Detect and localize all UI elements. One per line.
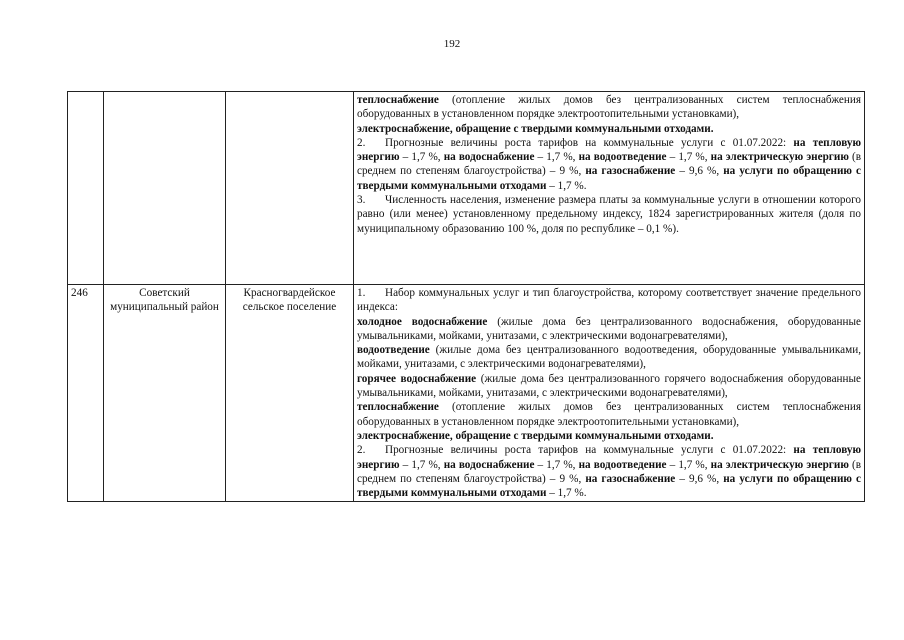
bold-text: на услуги по обращению с твердыми коммунальными отходами	[357, 165, 861, 192]
list-number: 2.	[357, 444, 366, 457]
row-number-cell: 246	[68, 285, 104, 502]
bold-text: на электрическую энергию	[710, 151, 849, 164]
text-run: – 1,7 %.	[546, 179, 587, 192]
bold-text: водоотведение	[357, 344, 430, 357]
text-run: Прогнозные величины роста тарифов на коммунальные услуги с 01.07.2022:	[385, 136, 794, 149]
text-run: (отопление жилых домов без централизованных систем теплоснабжения оборудованных в установленном порядке электроотопительными установками),	[357, 94, 861, 121]
list-number: 3.	[357, 194, 366, 207]
text-run: – 1,7 %,	[534, 458, 579, 471]
bold-text: на тепловую энергию	[357, 136, 862, 164]
text-run: Набор коммунальных услуг и тип благоустройства, которому соответствует значение предельного индекса:	[357, 287, 861, 314]
text-run: – 1,7 %,	[534, 151, 579, 164]
bold-text: на водоотведение	[578, 458, 667, 471]
table-row	[68, 285, 865, 502]
list-number: 2.	[357, 136, 366, 149]
description-paragraph	[357, 343, 861, 372]
settlement-cell: Красногвардейское сельское поселение	[226, 285, 354, 502]
text-run: Численность населения, изменение размера платы за коммунальные услуги в отношении которого равно (или менее) установленному предельному индексу, 1824 зарегистрированных жителя (доля по муниципальному образованию 100 %, доля по республике – 0,1 %).	[357, 194, 861, 235]
description-paragraph	[357, 372, 861, 401]
text-run: Прогнозные величины роста тарифов на коммунальные услуги с 01.07.2022:	[385, 444, 794, 457]
description-paragraph	[357, 136, 861, 193]
text-run: – 1,7 %,	[666, 151, 711, 164]
bold-text: электроснабжение, обращение с твердыми коммунальными отходами.	[357, 122, 714, 135]
district-cell: Советский муниципальный район	[104, 285, 226, 502]
description-paragraph	[357, 429, 861, 443]
district-cell	[104, 92, 226, 285]
page-number: 192	[443, 38, 461, 50]
bold-text: теплоснабжение	[357, 94, 439, 106]
bold-text: на водоснабжение	[443, 151, 535, 164]
description-paragraph	[357, 286, 861, 315]
text-run: – 1,7 %,	[399, 458, 444, 471]
bold-text: теплоснабжение	[357, 401, 439, 414]
text-run: (в среднем по степеням благоустройства) – 9 %,	[357, 458, 861, 485]
row-number-cell	[68, 92, 104, 285]
text-run: – 1,7 %.	[546, 487, 587, 500]
text-run: – 9,6 %,	[675, 165, 724, 178]
description-cell	[354, 285, 865, 502]
text-run: (в среднем по степеням благоустройства) – 9 %,	[357, 151, 861, 178]
settlement-cell	[226, 92, 354, 285]
list-number: 1.	[357, 287, 366, 299]
bold-text: на услуги по обращению с твердыми коммунальными отходами	[357, 472, 861, 500]
bold-text: на газоснабжение	[585, 472, 676, 485]
bold-text: горячее водоснабжение	[357, 372, 477, 385]
description-paragraph	[357, 193, 861, 236]
bold-text: на водоотведение	[578, 151, 667, 164]
bold-text: на водоснабжение	[443, 458, 535, 471]
bold-text: на электрическую энергию	[710, 458, 849, 471]
text-run: – 1,7 %,	[666, 458, 711, 471]
bold-text: холодное водоснабжение	[357, 315, 488, 328]
description-paragraph	[357, 122, 861, 136]
description-paragraph	[357, 93, 861, 122]
bold-text: электроснабжение, обращение с твердыми коммунальными отходами.	[357, 429, 714, 442]
text-run: (отопление жилых домов без централизованных систем теплоснабжения оборудованных в установленном порядке электроотопительными установками),	[357, 401, 861, 428]
description-cell	[354, 92, 865, 285]
tariff-table	[67, 91, 865, 502]
text-run: – 1,7 %,	[399, 151, 444, 164]
text-run: (жилые дома без централизованного горячего водоснабжения оборудованные умывальниками, мойками, унитазами, с электрическими водонагревателями),	[357, 372, 861, 400]
bold-text: на газоснабжение	[585, 165, 676, 178]
text-run: (жилые дома без централизованного водоотведения, оборудованные умывальниками, мойками, унитазами, с электрическими водонагревателями),	[357, 344, 861, 371]
description-paragraph	[357, 400, 861, 429]
description-paragraph	[357, 443, 861, 500]
table-row	[68, 92, 865, 285]
bold-text: на тепловую энергию	[357, 444, 862, 471]
text-run: – 9,6 %,	[675, 472, 724, 485]
description-paragraph	[357, 315, 861, 344]
text-run: (жилые дома без централизованного водоснабжения, оборудованные умывальниками, мойками, унитазами, с электрическими водонагревателями),	[357, 315, 861, 342]
